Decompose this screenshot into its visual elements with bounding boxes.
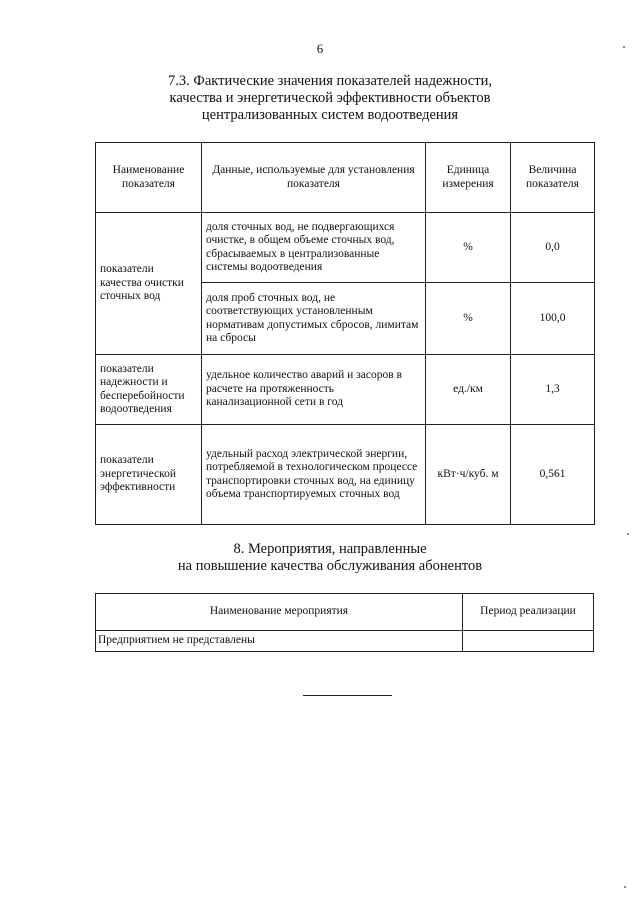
- header-source-data: Данные, используемые для установления показателя: [202, 143, 426, 213]
- table-header-row: [96, 143, 595, 213]
- page-number: 6: [316, 41, 324, 56]
- indicator-unit: %: [426, 213, 511, 283]
- indicator-data: удельный расход электрической энергии, потребляемой в технологическом процессе транспортировки сточных вод, на единицу объема транспортируемых сточных вод: [202, 425, 426, 525]
- indicator-value: 100,0: [511, 283, 595, 355]
- header-value: Величина показателя: [511, 143, 595, 213]
- indicators-table: [95, 142, 595, 525]
- scan-speck: [624, 886, 626, 888]
- section-8-title-line: на повышение качества обслуживания абонентов: [177, 558, 483, 574]
- section-7-3-title: [0, 73, 640, 124]
- footer-divider: [303, 695, 392, 696]
- header-indicator-name: Наименование показателя: [96, 143, 202, 213]
- indicator-unit: кВт·ч/куб. м: [426, 425, 511, 525]
- indicator-value: 1,3: [511, 355, 595, 425]
- section-7-3-title-line: централизованных систем водоотведения: [201, 107, 459, 123]
- table-row: [96, 355, 595, 425]
- table-row: [96, 213, 595, 283]
- measure-name: Предприятием не представлены: [96, 631, 463, 652]
- indicator-value: 0,0: [511, 213, 595, 283]
- scan-speck: [627, 533, 629, 535]
- indicator-unit: ед./км: [426, 355, 511, 425]
- indicator-data: доля сточных вод, не подвергающихся очистке, в общем объеме сточных вод, сбрасываемых в централизованные системы водоотведения: [202, 213, 426, 283]
- indicator-value: 0,561: [511, 425, 595, 525]
- indicator-group-energy: показатели энергетической эффективности: [96, 425, 202, 525]
- header-unit: Единица измерения: [426, 143, 511, 213]
- indicator-data: удельное количество аварий и засоров в расчете на протяженность канализационной сети в год: [202, 355, 426, 425]
- table-header-row: [96, 594, 594, 631]
- table-row: [96, 425, 595, 525]
- indicator-group-quality: показатели качества очистки сточных вод: [96, 213, 202, 355]
- section-7-3-title-line: 7.3. Фактические значения показателей надежности,: [168, 73, 492, 89]
- scan-speck: [623, 46, 625, 48]
- table-row: [96, 631, 594, 652]
- section-8-title-line: 8. Мероприятия, направленные: [233, 541, 427, 557]
- indicator-data: доля проб сточных вод, не соответствующих установленным нормативам допустимых сбросов, лимитам на сбросы: [202, 283, 426, 355]
- indicator-group-reliability: показатели надежности и бесперебойности водоотведения: [96, 355, 202, 425]
- section-7-3-title-line: качества и энергетической эффективности объектов: [169, 90, 491, 106]
- measure-period: [463, 631, 594, 652]
- measures-table: [95, 593, 594, 652]
- section-8-title: [0, 541, 640, 575]
- header-measure-name: Наименование мероприятия: [96, 594, 463, 631]
- header-period: Период реализации: [463, 594, 594, 631]
- indicator-unit: %: [426, 283, 511, 355]
